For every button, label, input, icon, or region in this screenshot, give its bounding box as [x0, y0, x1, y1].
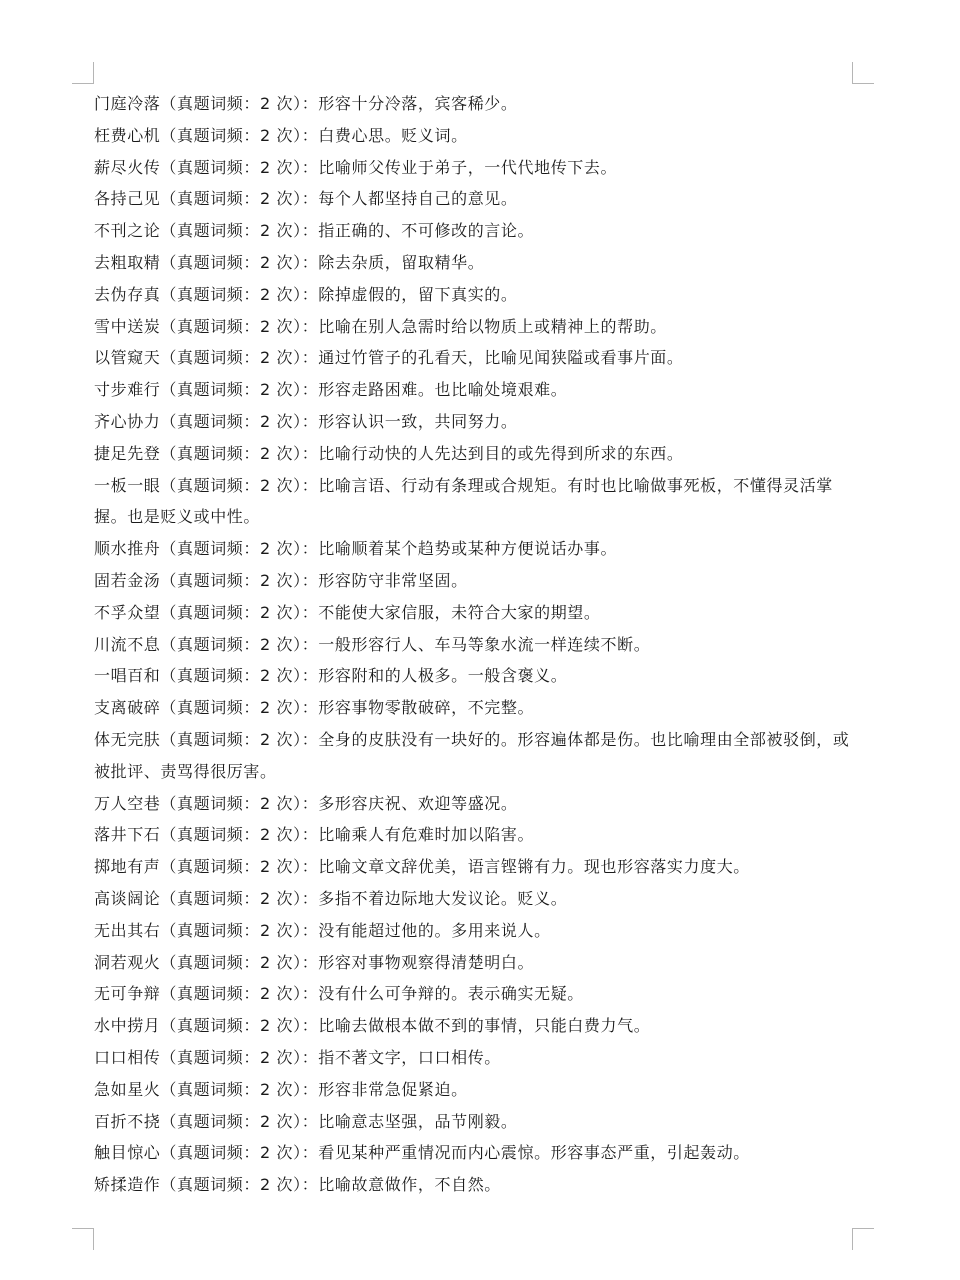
idiom-meaning: 多形容庆祝、欢迎等盛况。	[318, 793, 518, 813]
separator: ：	[301, 920, 319, 940]
frequency-note: （真题词频：2 次）	[160, 1047, 302, 1067]
frequency-note: （真题词频：2 次）	[160, 920, 302, 940]
idiom-term: 体无完肤	[94, 729, 161, 749]
idiom-meaning: 除去杂质，留取精华。	[318, 252, 485, 272]
idiom-term: 万人空巷	[94, 793, 161, 813]
separator: ：	[301, 1016, 319, 1036]
separator: ：	[301, 1079, 319, 1099]
idiom-entry	[94, 1137, 864, 1169]
idiom-entry	[94, 88, 864, 120]
idiom-term: 高谈阔论	[94, 888, 161, 908]
separator: ：	[301, 380, 319, 400]
idiom-meaning: 白费心思。贬义词。	[318, 125, 468, 145]
frequency-note: （真题词频：2 次）	[160, 888, 302, 908]
idiom-entry	[94, 724, 864, 788]
idiom-term: 薪尽火传	[94, 157, 161, 177]
idiom-entry	[94, 1106, 864, 1138]
idiom-term: 支离破碎	[94, 698, 161, 718]
idiom-meaning: 看见某种严重情况而内心震惊。形容事态严重，引起轰动。	[318, 1143, 750, 1163]
idiom-entry	[94, 788, 864, 820]
frequency-note: （真题词频：2 次）	[160, 952, 302, 972]
frequency-note: （真题词频：2 次）	[160, 475, 302, 495]
separator: ：	[301, 825, 319, 845]
separator: ：	[301, 602, 319, 622]
separator: ：	[301, 316, 319, 336]
idiom-entry	[94, 819, 864, 851]
separator: ：	[301, 221, 319, 241]
idiom-term: 掷地有声	[94, 857, 161, 877]
separator: ：	[301, 348, 319, 368]
idiom-meaning: 比喻乘人有危难时加以陷害。	[318, 825, 535, 845]
idiom-meaning: 全身的皮肤没有一块好的。形容遍体都是伤。也比喻理由全部被驳倒，或被批评、责骂得很厉害。	[94, 729, 850, 781]
separator: ：	[301, 729, 319, 749]
idiom-meaning: 比喻文章文辞优美，语言铿锵有力。现也形容落实力度大。	[318, 857, 750, 877]
idiom-entry	[94, 120, 864, 152]
idiom-term: 落井下石	[94, 825, 161, 845]
frequency-note: （真题词频：2 次）	[160, 539, 302, 559]
idiom-meaning: 形容附和的人极多。一般含褒义。	[318, 666, 568, 686]
separator: ：	[301, 284, 319, 304]
idiom-entry	[94, 342, 864, 374]
idiom-term: 不孚众望	[94, 602, 161, 622]
idiom-term: 固若金汤	[94, 570, 161, 590]
frequency-note: （真题词频：2 次）	[160, 666, 302, 686]
separator: ：	[301, 698, 319, 718]
frequency-note: （真题词频：2 次）	[160, 157, 302, 177]
idiom-meaning: 比喻去做根本做不到的事情，只能白费力气。	[318, 1016, 651, 1036]
idiom-term: 门庭冷落	[94, 94, 161, 113]
idiom-entry	[94, 978, 864, 1010]
frequency-note: （真题词频：2 次）	[160, 1079, 302, 1099]
frequency-note: （真题词频：2 次）	[160, 602, 302, 622]
idiom-term: 枉费心机	[94, 125, 161, 145]
frequency-note: （真题词频：2 次）	[160, 380, 302, 400]
idiom-meaning: 通过竹管子的孔看天，比喻见闻狭隘或看事片面。	[318, 348, 684, 368]
separator: ：	[301, 189, 319, 209]
frequency-note: （真题词频：2 次）	[160, 252, 302, 272]
frequency-note: （真题词频：2 次）	[160, 1143, 302, 1163]
idiom-meaning: 不能使大家信服，未符合大家的期望。	[318, 602, 601, 622]
idiom-term: 雪中送炭	[94, 316, 161, 336]
frequency-note: （真题词频：2 次）	[160, 793, 302, 813]
frequency-note: （真题词频：2 次）	[160, 634, 302, 654]
idiom-term: 不刊之论	[94, 221, 161, 241]
idiom-meaning: 比喻言语、行动有条理或合规矩。有时也比喻做事死板，不懂得灵活掌握。也是贬义或中性。	[94, 475, 833, 527]
idiom-meaning: 比喻意志坚强，品节刚毅。	[318, 1111, 518, 1131]
idiom-entry	[94, 692, 864, 724]
idiom-entry	[94, 660, 864, 692]
idiom-term: 一唱百和	[94, 666, 161, 686]
idiom-term: 去伪存真	[94, 284, 161, 304]
idiom-entry	[94, 883, 864, 915]
idiom-meaning: 比喻故意做作，不自然。	[318, 1175, 501, 1195]
idiom-meaning: 每个人都坚持自己的意见。	[318, 189, 518, 209]
idiom-meaning: 多指不着边际地大发议论。贬义。	[318, 888, 568, 908]
separator: ：	[301, 666, 319, 686]
idiom-entry	[94, 152, 864, 184]
idiom-meaning: 没有能超过他的。多用来说人。	[318, 920, 551, 940]
idiom-list	[94, 88, 864, 1201]
frequency-note: （真题词频：2 次）	[160, 348, 302, 368]
idiom-meaning: 形容事物零散破碎，不完整。	[318, 698, 535, 718]
separator: ：	[301, 888, 319, 908]
separator: ：	[301, 94, 319, 113]
separator: ：	[301, 475, 319, 495]
idiom-term: 去粗取精	[94, 252, 161, 272]
idiom-entry	[94, 1074, 864, 1106]
idiom-meaning: 形容十分冷落，宾客稀少。	[318, 94, 518, 113]
idiom-entry	[94, 565, 864, 597]
idiom-entry	[94, 247, 864, 279]
idiom-meaning: 比喻顺着某个趋势或某种方便说话办事。	[318, 539, 618, 559]
separator: ：	[301, 952, 319, 972]
frequency-note: （真题词频：2 次）	[160, 1111, 302, 1131]
idiom-meaning: 形容对事物观察得清楚明白。	[318, 952, 535, 972]
crop-mark-top-right	[852, 62, 853, 84]
idiom-term: 洞若观火	[94, 952, 161, 972]
crop-mark-bottom-right	[852, 1228, 853, 1250]
separator: ：	[301, 252, 319, 272]
idiom-entry	[94, 470, 864, 534]
idiom-entry	[94, 215, 864, 247]
frequency-note: （真题词频：2 次）	[160, 984, 302, 1004]
idiom-term: 水中捞月	[94, 1016, 161, 1036]
idiom-entry	[94, 851, 864, 883]
idiom-term: 捷足先登	[94, 443, 161, 463]
idiom-meaning: 除掉虚假的，留下真实的。	[318, 284, 518, 304]
idiom-meaning: 比喻在别人急需时给以物质上或精神上的帮助。	[318, 316, 667, 336]
idiom-term: 矫揉造作	[94, 1175, 161, 1195]
frequency-note: （真题词频：2 次）	[160, 316, 302, 336]
frequency-note: （真题词频：2 次）	[160, 570, 302, 590]
separator: ：	[301, 411, 319, 431]
crop-mark-top-left	[93, 62, 94, 84]
frequency-note: （真题词频：2 次）	[160, 443, 302, 463]
separator: ：	[301, 1047, 319, 1067]
idiom-term: 急如星火	[94, 1079, 161, 1099]
idiom-entry	[94, 1010, 864, 1042]
frequency-note: （真题词频：2 次）	[160, 94, 302, 113]
frequency-note: （真题词频：2 次）	[160, 284, 302, 304]
separator: ：	[301, 539, 319, 559]
idiom-term: 无出其右	[94, 920, 161, 940]
separator: ：	[301, 857, 319, 877]
idiom-meaning: 一般形容行人、车马等象水流一样连续不断。	[318, 634, 651, 654]
idiom-term: 川流不息	[94, 634, 161, 654]
idiom-meaning: 形容走路困难。也比喻处境艰难。	[318, 380, 568, 400]
idiom-entry	[94, 438, 864, 470]
idiom-meaning: 形容防守非常坚固。	[318, 570, 468, 590]
frequency-note: （真题词频：2 次）	[160, 1175, 302, 1195]
idiom-entry	[94, 183, 864, 215]
idiom-term: 各持己见	[94, 189, 161, 209]
separator: ：	[301, 570, 319, 590]
idiom-entry	[94, 1169, 864, 1201]
separator: ：	[301, 125, 319, 145]
frequency-note: （真题词频：2 次）	[160, 189, 302, 209]
idiom-meaning: 比喻行动快的人先达到目的或先得到所求的东西。	[318, 443, 684, 463]
separator: ：	[301, 157, 319, 177]
idiom-term: 口口相传	[94, 1047, 161, 1067]
frequency-note: （真题词频：2 次）	[160, 1016, 302, 1036]
separator: ：	[301, 1175, 319, 1195]
idiom-term: 寸步难行	[94, 380, 161, 400]
idiom-term: 顺水推舟	[94, 539, 161, 559]
idiom-term: 触目惊心	[94, 1143, 161, 1163]
separator: ：	[301, 1111, 319, 1131]
crop-mark-bottom-right	[852, 1228, 874, 1229]
idiom-term: 无可争辩	[94, 984, 161, 1004]
frequency-note: （真题词频：2 次）	[160, 857, 302, 877]
frequency-note: （真题词频：2 次）	[160, 221, 302, 241]
frequency-note: （真题词频：2 次）	[160, 125, 302, 145]
idiom-meaning: 没有什么可争辩的。表示确实无疑。	[318, 984, 584, 1004]
idiom-meaning: 形容非常急促紧迫。	[318, 1079, 468, 1099]
idiom-entry	[94, 374, 864, 406]
idiom-term: 以管窥天	[94, 348, 161, 368]
idiom-term: 齐心协力	[94, 411, 161, 431]
idiom-entry	[94, 629, 864, 661]
idiom-meaning: 形容认识一致，共同努力。	[318, 411, 518, 431]
idiom-entry	[94, 915, 864, 947]
idiom-entry	[94, 533, 864, 565]
idiom-entry	[94, 597, 864, 629]
separator: ：	[301, 1143, 319, 1163]
idiom-entry	[94, 279, 864, 311]
idiom-entry	[94, 406, 864, 438]
idiom-meaning: 指不著文字，口口相传。	[318, 1047, 501, 1067]
frequency-note: （真题词频：2 次）	[160, 411, 302, 431]
crop-mark-top-left	[72, 83, 94, 84]
idiom-meaning: 指正确的、不可修改的言论。	[318, 221, 535, 241]
idiom-entry	[94, 947, 864, 979]
idiom-entry	[94, 1042, 864, 1074]
crop-mark-top-right	[852, 83, 874, 84]
idiom-term: 一板一眼	[94, 475, 161, 495]
idiom-meaning: 比喻师父传业于弟子，一代代地传下去。	[318, 157, 618, 177]
frequency-note: （真题词频：2 次）	[160, 698, 302, 718]
separator: ：	[301, 634, 319, 654]
idiom-term: 百折不挠	[94, 1111, 161, 1131]
crop-mark-bottom-left	[72, 1228, 94, 1229]
separator: ：	[301, 443, 319, 463]
idiom-entry	[94, 311, 864, 343]
separator: ：	[301, 793, 319, 813]
crop-mark-bottom-left	[93, 1228, 94, 1250]
frequency-note: （真题词频：2 次）	[160, 729, 302, 749]
separator: ：	[301, 984, 319, 1004]
frequency-note: （真题词频：2 次）	[160, 825, 302, 845]
